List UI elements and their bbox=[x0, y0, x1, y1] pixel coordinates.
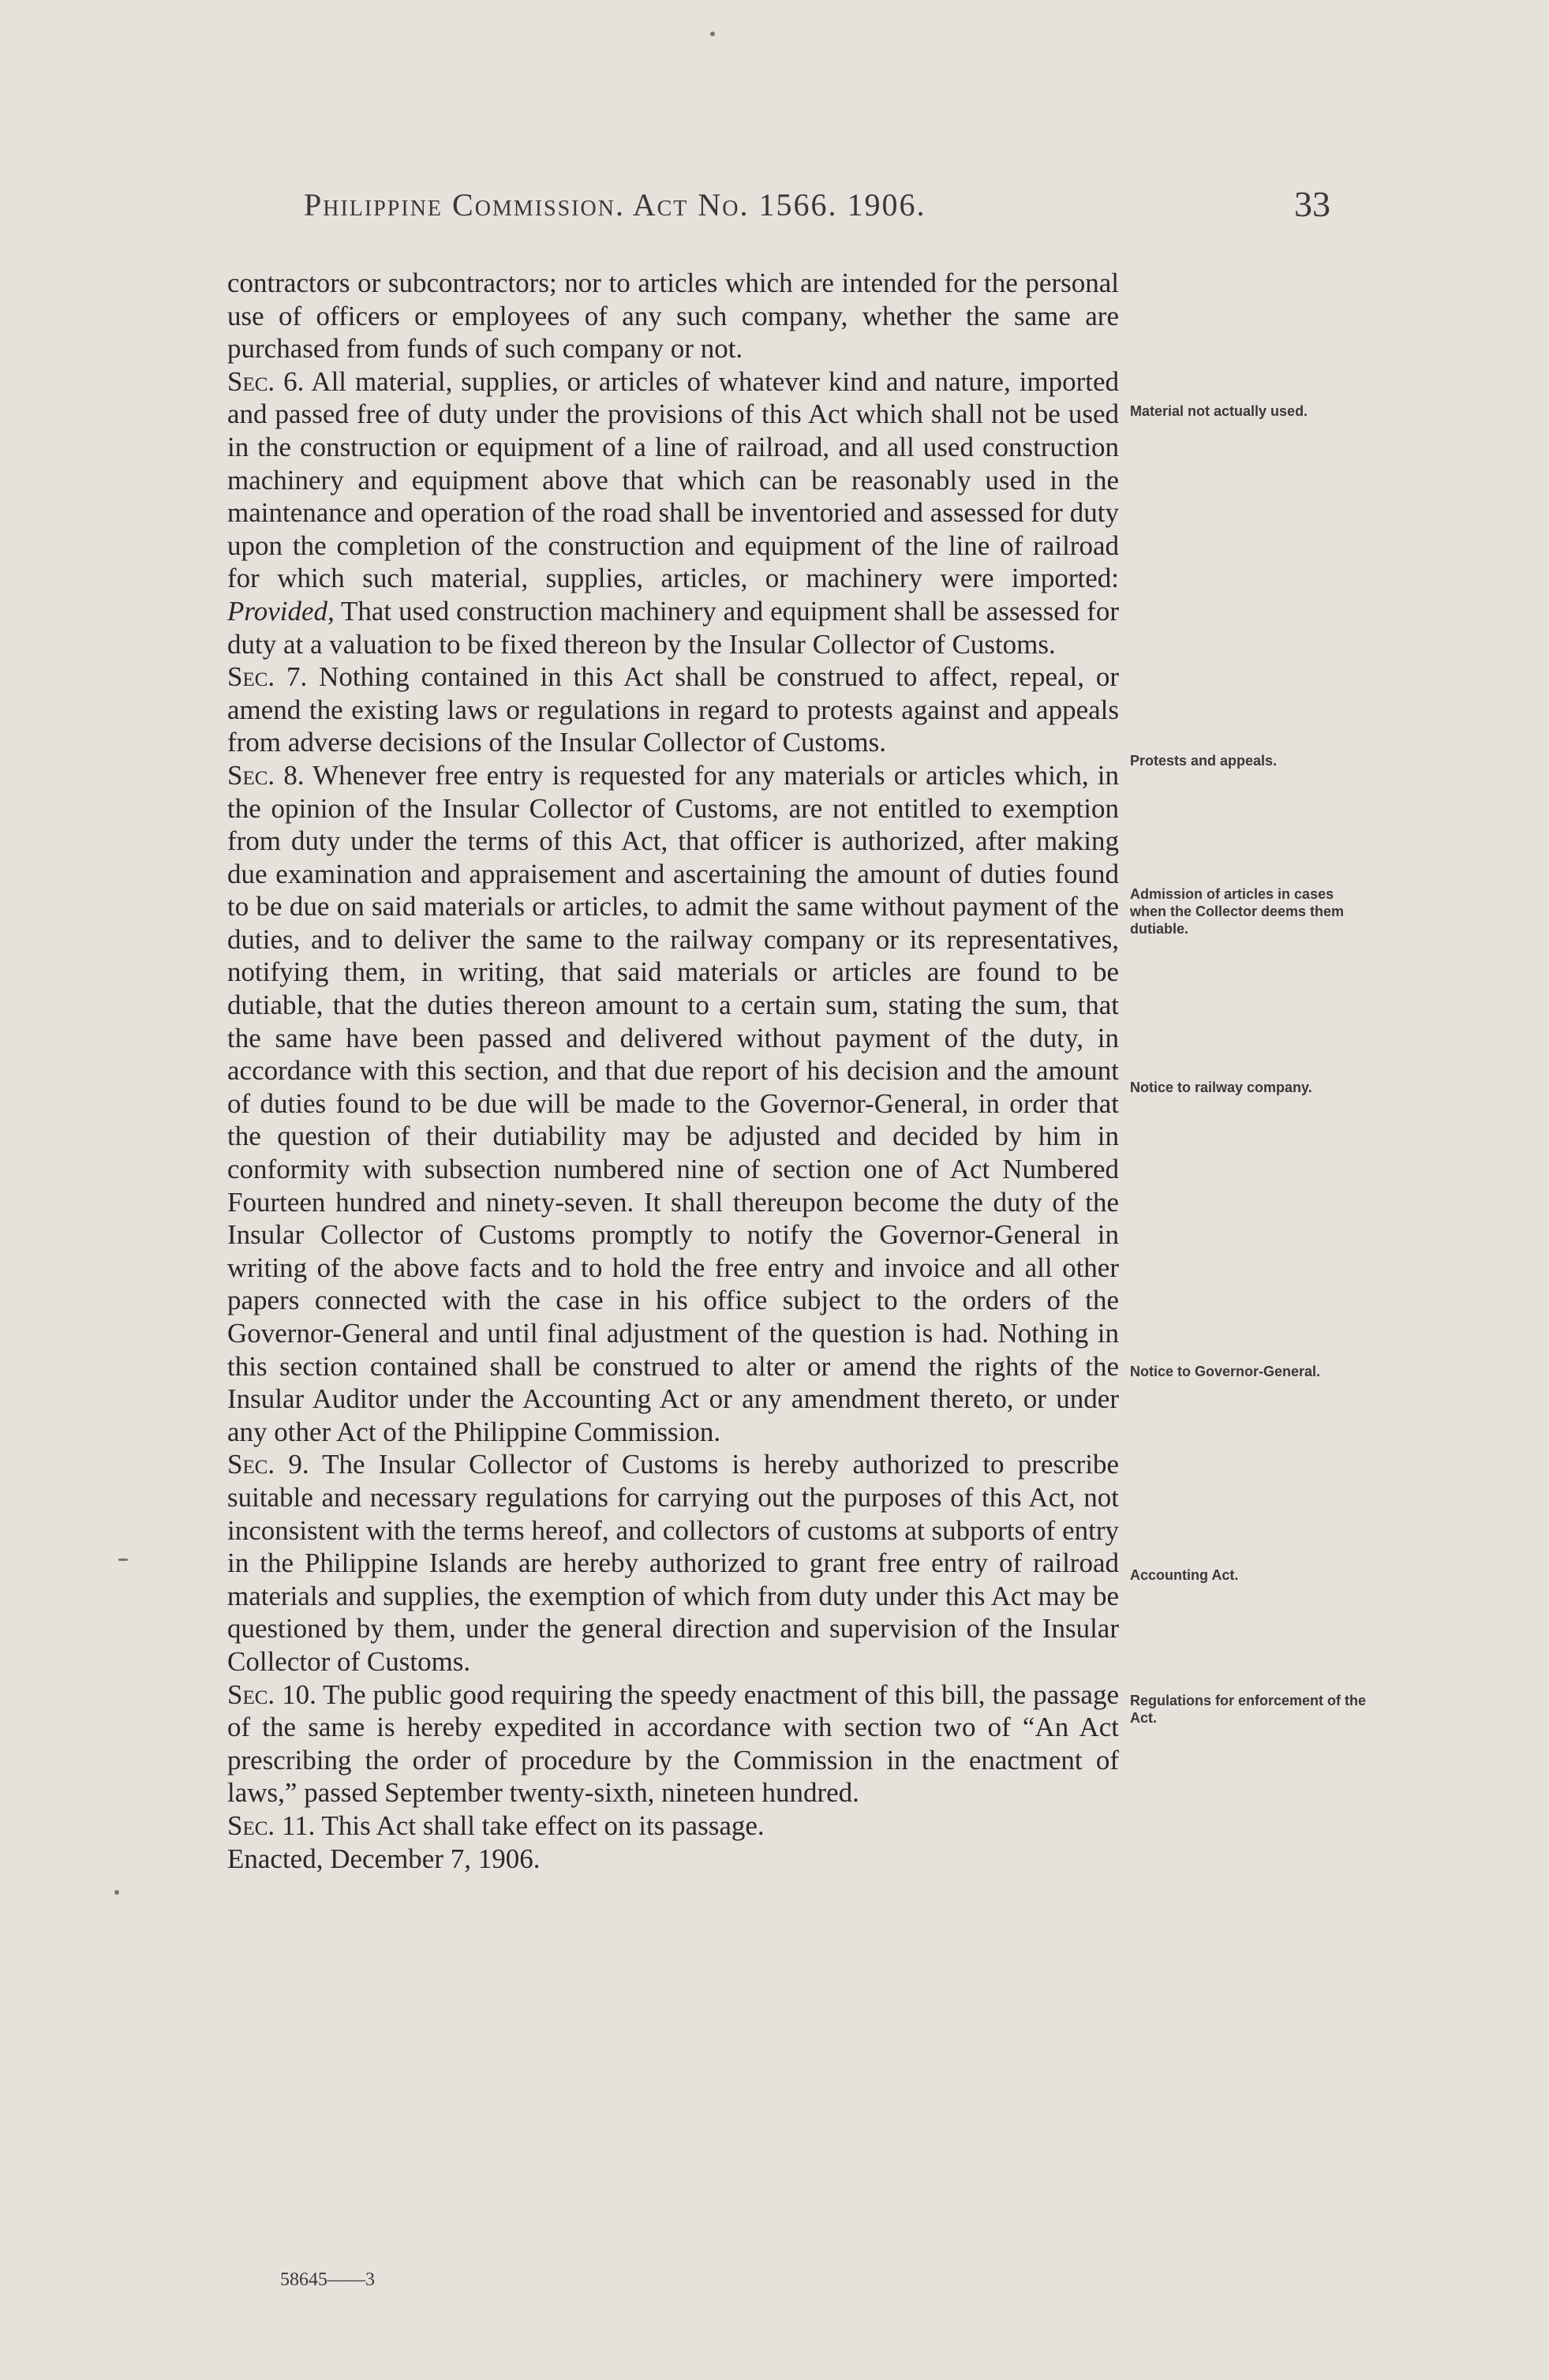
section-8-label: Sec. 8. bbox=[227, 759, 305, 791]
page-number: 33 bbox=[1294, 184, 1330, 224]
margin-note-protests: Protests and appeals. bbox=[1130, 753, 1278, 769]
scan-speck bbox=[114, 1890, 119, 1895]
margin-note-admission: Admission of articles in cases when the Collector deems them dutiable. bbox=[1130, 886, 1345, 937]
section-6: Sec. 6. All material, supplies, or articles of whatever kind and nature, imported and passed free of duty under the provisions of this Act which shall not be used in the construction or equipment of a line of railroad, and all used construction machinery and equipment above that which can be reasonably used in the maintenance and operation of the road shall be inventoried and assessed for duty upon the completion of the construction and equipment of the line of railroad for which such material, supplies, articles, or machinery were imported: Provided, That used construction machinery and equipment shall be assessed for duty at a valuation to be fixed thereon by the Insular Collector of Customs. bbox=[227, 365, 1119, 660]
running-head bbox=[0, 186, 1549, 234]
paragraph-intro: contractors or subcontractors; nor to articles which are intended for the personal use of officers or employees of any such company, whether the same are purchased from funds of such company or not. bbox=[227, 268, 1119, 365]
section-11: Sec. 11. This Act shall take effect on its passage. bbox=[227, 1809, 765, 1841]
section-7: Sec. 7. Nothing contained in this Act shall be construed to affect, repeal, or amend the existing laws or regulations in regard to protests against and appeals from adverse decisions of the Insular Collector of Customs. bbox=[227, 661, 1119, 758]
margin-note-material: Material not actually used. bbox=[1130, 403, 1308, 419]
section-9: Sec. 9. The Insular Collector of Customs is hereby authorized to prescribe suitable and necessary regulations for carrying out the purposes of this Act, not inconsistent with the terms hereof, and collectors of customs at subports of entry in the Philippine Islands are hereby authorized to grant free entry of railroad materials and supplies, the exemption of which from duty under this Act may be questioned by them, under the general direction and supervision of the Insular Collector of Customs. bbox=[227, 1449, 1119, 1677]
running-head-title: Philippine Commission. Act No. 1566. 1906. bbox=[304, 187, 926, 223]
margin-note-regulations: Regulations for enforcement of the Act. bbox=[1130, 1693, 1367, 1726]
scan-speck bbox=[710, 32, 715, 36]
section-7-label: Sec. 7. bbox=[227, 661, 308, 693]
section-11-label: Sec. 11. bbox=[227, 1809, 316, 1841]
section-6-label: Sec. 6. bbox=[227, 365, 305, 397]
print-signature: 58645——3 bbox=[280, 2270, 375, 2290]
section-10: Sec. 10. The public good requiring the speedy enactment of this bill, the passage of the same is hereby expedited in accordance with section two of “An Act prescribing the order of procedure by the Commission in the enactment of laws,” passed September twenty-sixth, nineteen hundred. bbox=[227, 1678, 1119, 1809]
section-8: Sec. 8. Whenever free entry is requested for any materials or articles which, in the opinion of the Insular Collector of Customs, are not entitled to exemption from duty under the terms of this Act, that officer is authorized, after making due examination and appraisement and ascertaining the amount of duties found to be due on said materials or articles, to admit the same without payment of the duties, and to deliver the same to the railway company or its representatives, notifying them, in writing, that said materials or articles are found to be dutiable, that the duties thereon amount to a certain sum, stating the sum, that the same have been passed and delivered without payment of the duty, in accordance with this section, and that due report of his decision and the amount of duties found to be due will be made to the Governor-General, in order that the question of their dutiability may be adjusted and decided by him in conformity with subsection numbered nine of section one of Act Numbered Fourteen hundred and ninety-seven. It shall thereupon become the duty of the Insular Collector of Customs promptly to notify the Governor-General in writing of the above facts and to hold the free entry and invoice and all other papers connected with the case in his office subject to the orders of the Governor-General and until final adjustment of the question is had. Nothing in this section contained shall be construed to alter or amend the rights of the Insular Auditor under the Accounting Act or any amendment thereto, or under any other Act of the Philippine Commission. bbox=[227, 759, 1119, 1447]
scan-speck bbox=[118, 1559, 128, 1561]
margin-note-railway-notice: Notice to railway company. bbox=[1130, 1080, 1312, 1095]
section-9-label: Sec. 9. bbox=[227, 1449, 309, 1480]
margin-note-governor-notice: Notice to Governor-General. bbox=[1130, 1364, 1321, 1379]
proviso: Provided, bbox=[227, 595, 335, 627]
enactment-date: Enacted, December 7, 1906. bbox=[227, 1843, 541, 1874]
margin-note-accounting-act: Accounting Act. bbox=[1130, 1567, 1239, 1583]
section-10-label: Sec. 10. bbox=[227, 1678, 316, 1710]
body-text bbox=[227, 267, 1119, 1875]
